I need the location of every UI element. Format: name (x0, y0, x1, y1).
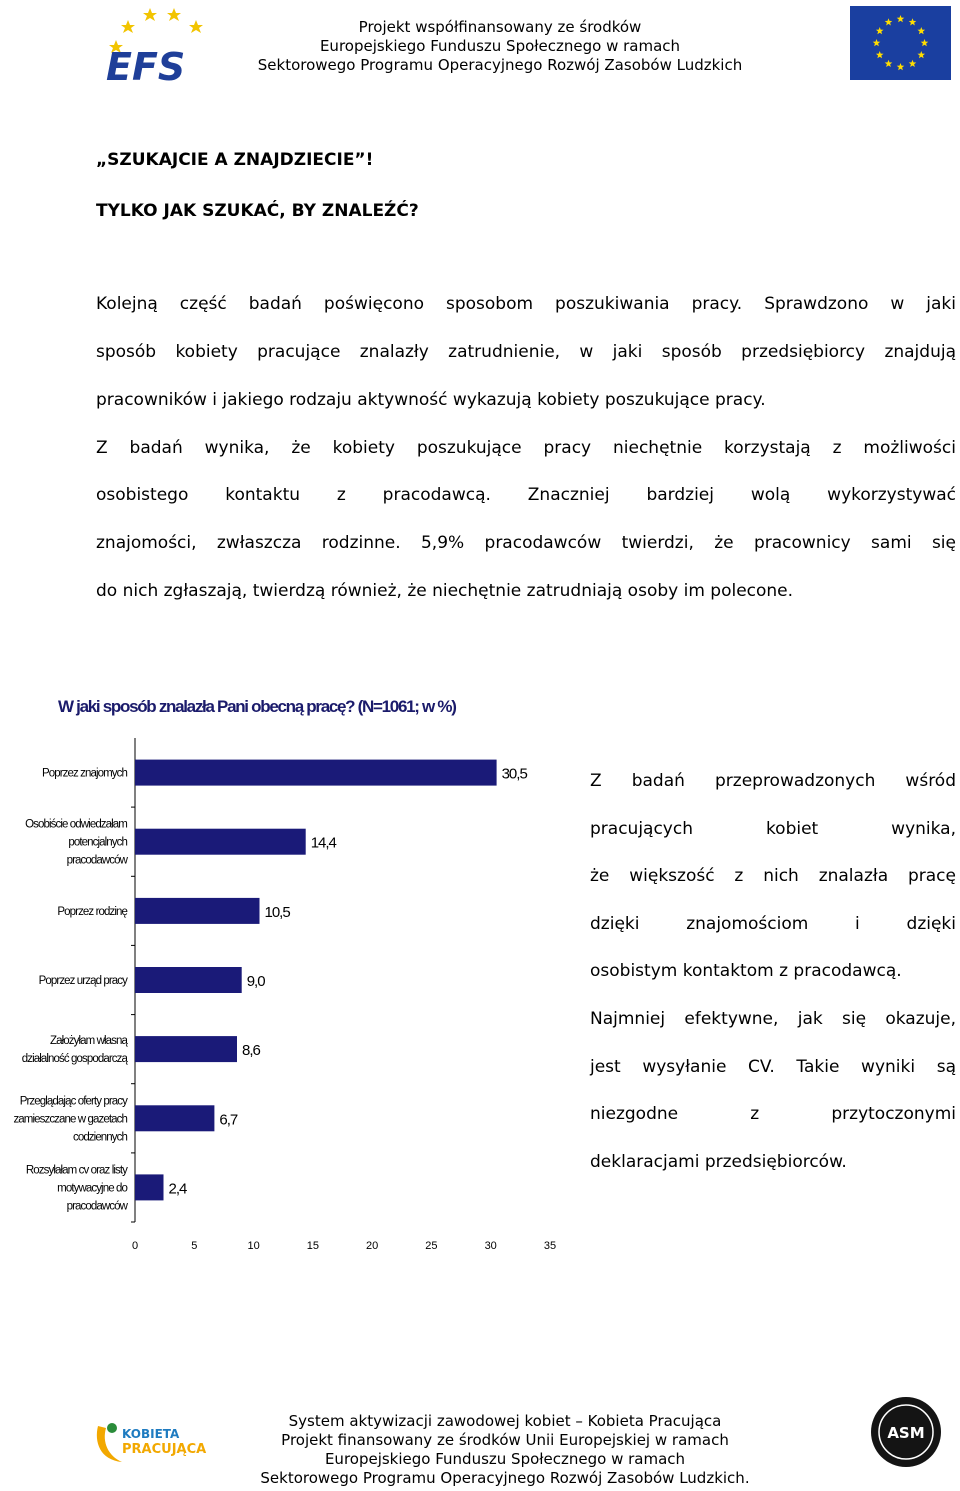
x-tick-label: 20 (365, 1240, 379, 1252)
bar-value-label: 8,6 (242, 1042, 260, 1060)
heading-main: „SZUKAJCIE A ZNAJDZIECIE”! (96, 150, 374, 170)
category-label: pracodawców (66, 1200, 127, 1213)
side-line: pracujących kobiet wynika, (590, 819, 956, 839)
heading-sub: TYLKO JAK SZUKAĆ, BY ZNALEŹĆ? (96, 201, 419, 221)
chart-bar (135, 898, 260, 924)
chart-bar (135, 1105, 214, 1131)
chart-bar (135, 760, 497, 786)
category-label: pracodawców (66, 854, 127, 867)
category-label: Poprzez znajomych (41, 767, 127, 780)
svg-text:ASM: ASM (887, 1424, 925, 1442)
side-line: dzięki znajomościom i dzięki (590, 914, 956, 934)
category-label: Przeglądając oferty pracy (19, 1095, 127, 1108)
body-line: osobistego kontaktu z pracodawcą. Znaczniej bardziej wolą wykorzystywać (96, 485, 956, 505)
side-line: że większość z nich znalazła pracę (590, 866, 956, 886)
bar-value-label: 30,5 (501, 765, 527, 783)
header-line: Europejskiego Funduszu Społecznego w ramach (319, 37, 681, 55)
x-tick-label: 30 (484, 1240, 497, 1252)
side-line: niezgodne z przytoczonymi (590, 1104, 956, 1124)
side-line: Z badań przeprowadzonych wśród (590, 771, 956, 791)
category-label: motywacyjne do (57, 1182, 127, 1195)
category-label: potencjalnych (68, 836, 127, 849)
body-line: Z badań wynika, że kobiety poszukujące pracy niechętnie korzystają z możliwości (96, 438, 956, 458)
body-line: znajomości, zwłaszcza rodzinne. 5,9% pracodawców twierdzi, że pracownicy sami się (96, 533, 956, 553)
x-tick-label: 10 (247, 1240, 260, 1252)
asm-logo (870, 1396, 942, 1468)
footer-line: Europejskiego Funduszu Społecznego w ramach (324, 1450, 686, 1468)
body-line: Kolejną część badań poświęcono sposobom poszukiwania pracy. Sprawdzono w jaki (96, 294, 956, 314)
footer-line: Sektorowego Programu Operacyjnego Rozwój Zasobów Ludzkich. (260, 1469, 750, 1487)
x-tick-label: 15 (306, 1240, 320, 1252)
chart-title: W jaki sposób znalazła Pani obecną pracę? (N=1061; w %) (58, 697, 456, 716)
footer-line: System aktywizacji zawodowej kobiet – Kobieta Pracująca (288, 1412, 722, 1430)
bar-value-label: 10,5 (264, 903, 290, 921)
category-label: działalność gospodarczą (21, 1053, 127, 1066)
body-line: sposób kobiety pracujące znalazły zatrudnienie, w jaki sposób przedsiębiorcy znajdują (96, 342, 956, 362)
chart-bar (135, 1036, 237, 1062)
x-tick-label: 5 (191, 1240, 198, 1252)
header-line: Projekt współfinansowany ze środków (358, 18, 642, 36)
category-label: Osobiście odwiedzałam (25, 818, 127, 831)
footer-text (240, 1412, 770, 1488)
side-line: deklaracjami przedsiębiorców. (590, 1152, 847, 1172)
x-tick-label: 0 (131, 1240, 139, 1252)
body-line: pracowników i jakiego rodzaju aktywność wykazują kobiety poszukujące pracy. (96, 390, 766, 410)
efs-logo (104, 4, 224, 82)
svg-text:KOBIETA: KOBIETA (122, 1427, 180, 1441)
category-label: zamieszczane w gazetach (13, 1113, 127, 1126)
bar-value-label: 6,7 (219, 1111, 238, 1129)
x-tick-label: 25 (425, 1240, 438, 1252)
bar-value-label: 9,0 (246, 973, 265, 990)
svg-text:EFS: EFS (106, 45, 186, 82)
bar-value-label: 2,4 (168, 1180, 187, 1198)
chart-bar (135, 967, 242, 993)
eu-flag-icon (850, 6, 951, 80)
chart-bar (135, 829, 306, 855)
chart-bar (135, 1174, 164, 1200)
category-label: Założyłam własną (50, 1035, 127, 1048)
bar-value-label: 14,4 (310, 834, 336, 852)
side-line: Najmniej efektywne, jak się okazuje, (590, 1009, 956, 1029)
bar-chart (0, 730, 580, 1265)
x-tick-label: 35 (543, 1240, 557, 1252)
side-line: jest wysyłanie CV. Takie wyniki są (590, 1057, 956, 1077)
category-label: codziennych (72, 1131, 127, 1144)
svg-text:PRACUJĄCA: PRACUJĄCA (122, 1442, 207, 1457)
header-line: Sektorowego Programu Operacyjnego Rozwój Zasobów Ludzkich (257, 56, 743, 74)
category-label: Poprzez urząd pracy (38, 975, 127, 987)
kobieta-pracujaca-logo (92, 1418, 232, 1466)
footer-line: Projekt finansowany ze środków Unii Europejskiej w ramach (281, 1431, 729, 1449)
body-line: do nich zgłaszają, twierdzą również, że niechętnie zatrudniają osoby im polecone. (96, 581, 794, 601)
category-label: Rozsyłałam cv oraz listy (25, 1164, 127, 1177)
header-text (250, 18, 750, 75)
category-label: Poprzez rodzinę (57, 905, 127, 918)
side-line: osobistym kontaktom z pracodawcą. (590, 961, 902, 981)
